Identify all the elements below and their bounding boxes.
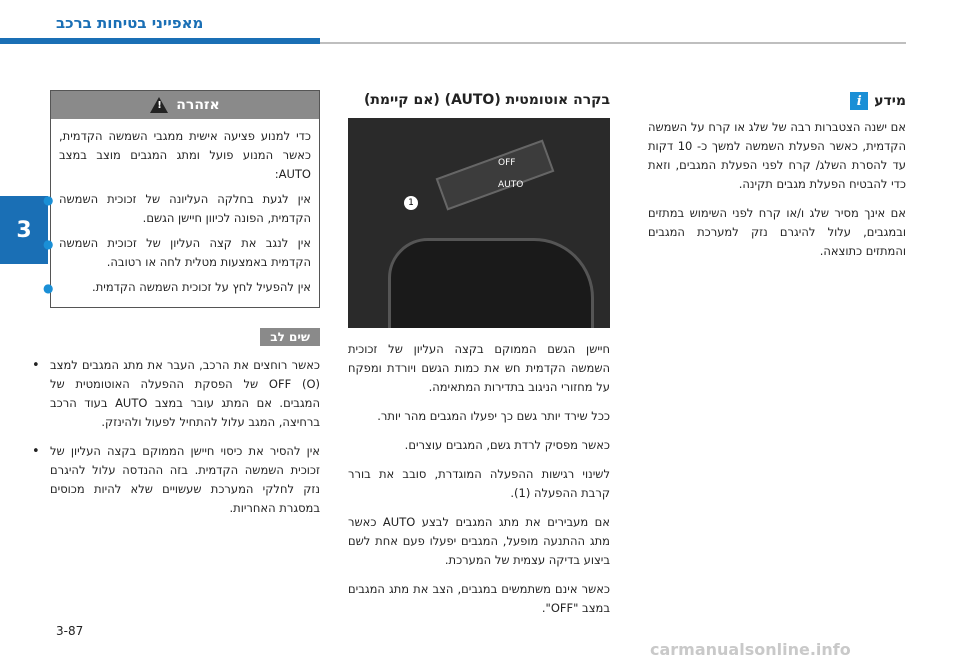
info-header [648, 92, 906, 110]
header-divider [320, 42, 906, 44]
bullet-icon: • [32, 358, 40, 373]
warning-item-text: אין לגעת בחלקה העליונה של זכוכית השמשה הקדמית, הפונה לכיוון חיישן הגשם. [59, 192, 311, 225]
figure-off-label: OFF [498, 158, 516, 168]
mirror-shape [388, 238, 594, 328]
info-icon: i [850, 92, 868, 110]
auto-control-section [348, 92, 610, 628]
figure-auto-label: AUTO [498, 180, 524, 190]
warning-body [43, 119, 319, 307]
warning-triangle-icon: ! [150, 97, 168, 113]
mid-paragraph: לשינוי רגישות ההפעלה המוגדרת, סובב את בורר קרבת ההפעלה (1). [348, 467, 610, 500]
mid-paragraph: ככל שירד יותר גשם כך יפעלו המגבים מהר יותר. [377, 409, 610, 423]
warning-note-section [32, 90, 320, 528]
bullet-icon: ● [43, 281, 54, 295]
watermark: carmanualsonline.info [650, 640, 851, 659]
warning-item [43, 190, 311, 228]
chapter-tab: 3 [0, 196, 48, 264]
warning-item [43, 234, 311, 272]
header-bar [0, 0, 960, 44]
mid-paragraph: כאשר אינם משתמשים במגבים, הצב את מתג המגבים במצב "OFF". [348, 582, 610, 615]
note-item-text: כאשר רוחצים את הרכב, העבר את מתג המגבים למצב OFF (O) של הפסקת ההפעלה האוטומטית של המגבים. אם המתג עובר במצב AUTO בעוד הרכב ברחיצה, המגב עלול להתחיל לפעול ולהינזק. [50, 358, 320, 429]
warning-item [43, 278, 311, 297]
wiper-switch-figure [348, 118, 610, 328]
note-item [32, 442, 320, 518]
info-paragraph: אם אינך מסיר שלג ו/או קרח לפני השימוש במתזים ובמגבים, עלול להיגרם נזק למערכת המגבים והמתזים כתוצאה. [648, 206, 906, 258]
info-section [648, 92, 906, 271]
mid-paragraph: כאשר מפסיק לרדת גשם, המגבים עוצרים. [404, 438, 610, 452]
mid-paragraph: חיישן הגשם הממוקם בקצה העליון של זכוכית השמשה הקדמית חש את כמות הגשם ויורדת ומפקח על מחזורי הניגוב בתדירות המתאימה. [348, 342, 610, 394]
warning-item-text: אין לנגב את קצה העליון של זכוכית השמשה הקדמית באמצעות מטלית לחה או רטובה. [59, 236, 311, 269]
header-accent-line [0, 38, 320, 44]
note-badge: שים לב [260, 328, 320, 346]
bullet-icon: ● [43, 237, 54, 251]
bullet-icon: ● [43, 193, 54, 207]
warning-item: כדי למנוע פציעה אישית ממגבי השמשה הקדמית, כאשר המנוע פועל ומתג המגבים מוצב במצב AUTO: [59, 129, 311, 181]
warning-box [43, 90, 320, 308]
note-item [32, 356, 320, 432]
bullet-icon: • [32, 444, 40, 459]
info-paragraph: אם ישנה הצטברות רבה של שלג או קרח על השמשה הקדמית, כאשר הפעלת השמשה למשך כ- 10 דקות עד להסרת השלג/ קרח לפני הפעלת המגבים, וזאת כדי להבטיח הפעלת מגבים תקינה. [648, 120, 906, 191]
section-heading: בקרה אוטומטית (AUTO) (אם קיימת) [363, 92, 610, 108]
header-title: מאפייני בטיחות ברכב [56, 14, 204, 32]
figure-callout: 1 [404, 196, 418, 210]
warning-title: אזהרה [176, 97, 220, 113]
mid-paragraph: אם מעבירים את מתג המגבים לבצע AUTO כאשר מתג ההתנעה מופעל, המגבים יפעלו פעם אחת לשם ביצוע בדיקה עצמית של המערכת. [348, 515, 610, 567]
warning-header [51, 91, 319, 119]
page-number: 3-87 [56, 624, 84, 638]
note-item-text: אין להסיר את כיסוי חיישן הממוקם בקצה העליון של זכוכית השמשה הקדמית. בזה ההנדסה עלול להיגרם נזק לחלקי המערכת שעשויים שלא להיות מכוסים במסגרת האחריות. [50, 444, 320, 515]
info-title: מידע [874, 93, 906, 109]
warning-item-text: אין להפעיל לחץ על זכוכית השמשה הקדמית. [92, 280, 311, 294]
wiper-stalk-shape [436, 140, 555, 211]
